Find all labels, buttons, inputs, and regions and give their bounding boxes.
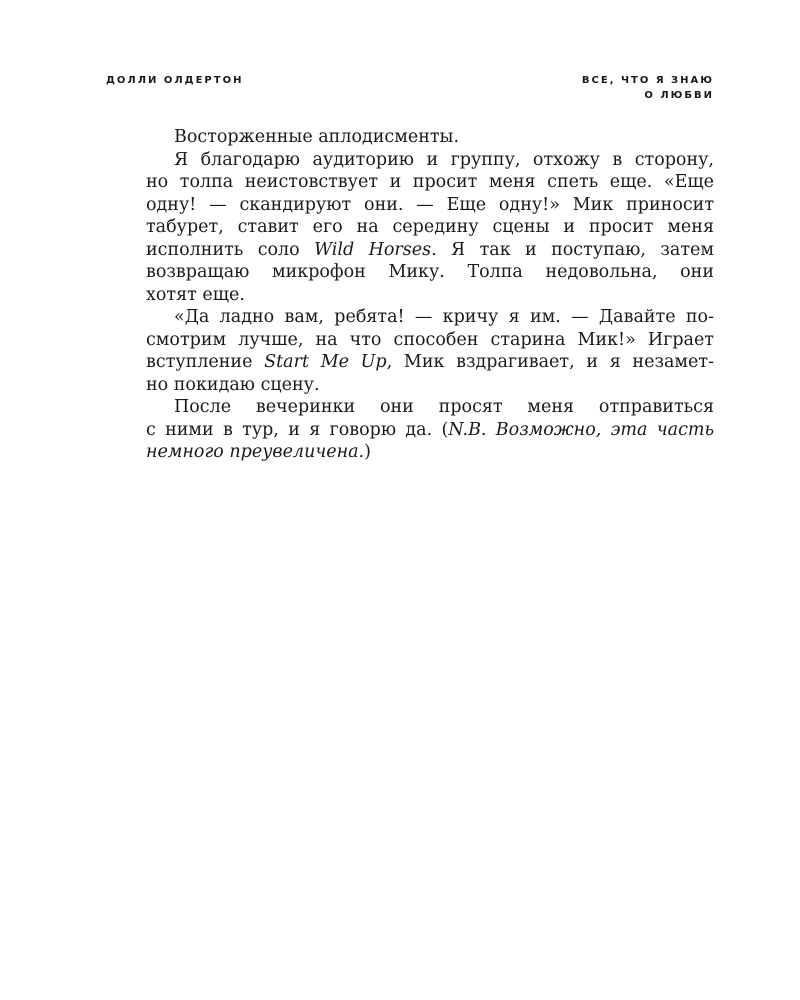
- paragraph-2-line: возвращаю микрофон Мику. Толпа недовольна, они: [146, 262, 714, 282]
- paragraph-3-line: «Да ладно вам, ребята! — кричу я им. — Давайте по-: [174, 307, 714, 327]
- running-head-book-title: [582, 73, 714, 103]
- paragraph-2-line: табурет, ставит его на середину сцены и просит меня: [146, 217, 714, 237]
- paragraph-3-line: но покидаю сцену.: [146, 374, 320, 395]
- song-title-wild-horses: Wild Horses: [314, 239, 432, 260]
- paragraph-2-line: одну! — скандируют они. — Еще одну!» Мик приносит: [146, 194, 714, 215]
- running-head-author: ДОЛЛИ ОЛДЕРТОН: [106, 75, 244, 86]
- song-title-start-me-up: Start Me Up: [264, 352, 387, 372]
- paragraph-4-line: немного преувеличена.): [146, 442, 371, 462]
- book-title-line-2: О ЛЮБВИ: [644, 90, 714, 101]
- paragraph-4-line: После вечеринки они просят меня отправиться: [174, 397, 714, 417]
- paragraph-4-line: с ними в тур, и я говорю да. (N.B. Возможно, эта часть: [146, 419, 714, 440]
- book-title-line-1: ВСЕ, ЧТО Я ЗНАЮ: [581, 75, 714, 86]
- nota-bene-italic-end: немного преувеличена.: [146, 442, 365, 462]
- paragraph-1: Восторженные аплодисменты.: [174, 127, 460, 147]
- paragraph-2-line: исполнить соло Wild Horses. Я так и поступаю, затем: [146, 239, 714, 260]
- paragraph-3-line: вступление Start Me Up, Мик вздрагивает, и я незамет-: [146, 352, 714, 372]
- nota-bene-italic: N.B. Возможно, эта часть: [448, 419, 714, 440]
- paragraph-2-line: хотят еще.: [146, 284, 245, 305]
- paragraph-2-line: но толпа неистовствует и просит меня спеть еще. «Еще: [146, 172, 714, 192]
- body-text: [146, 126, 714, 464]
- paragraph-2-line: Я благодарю аудиторию и группу, отхожу в сторону,: [174, 149, 714, 170]
- paragraph-3-line: смотрим лучше, на что способен старина Мик!» Играет: [146, 329, 714, 350]
